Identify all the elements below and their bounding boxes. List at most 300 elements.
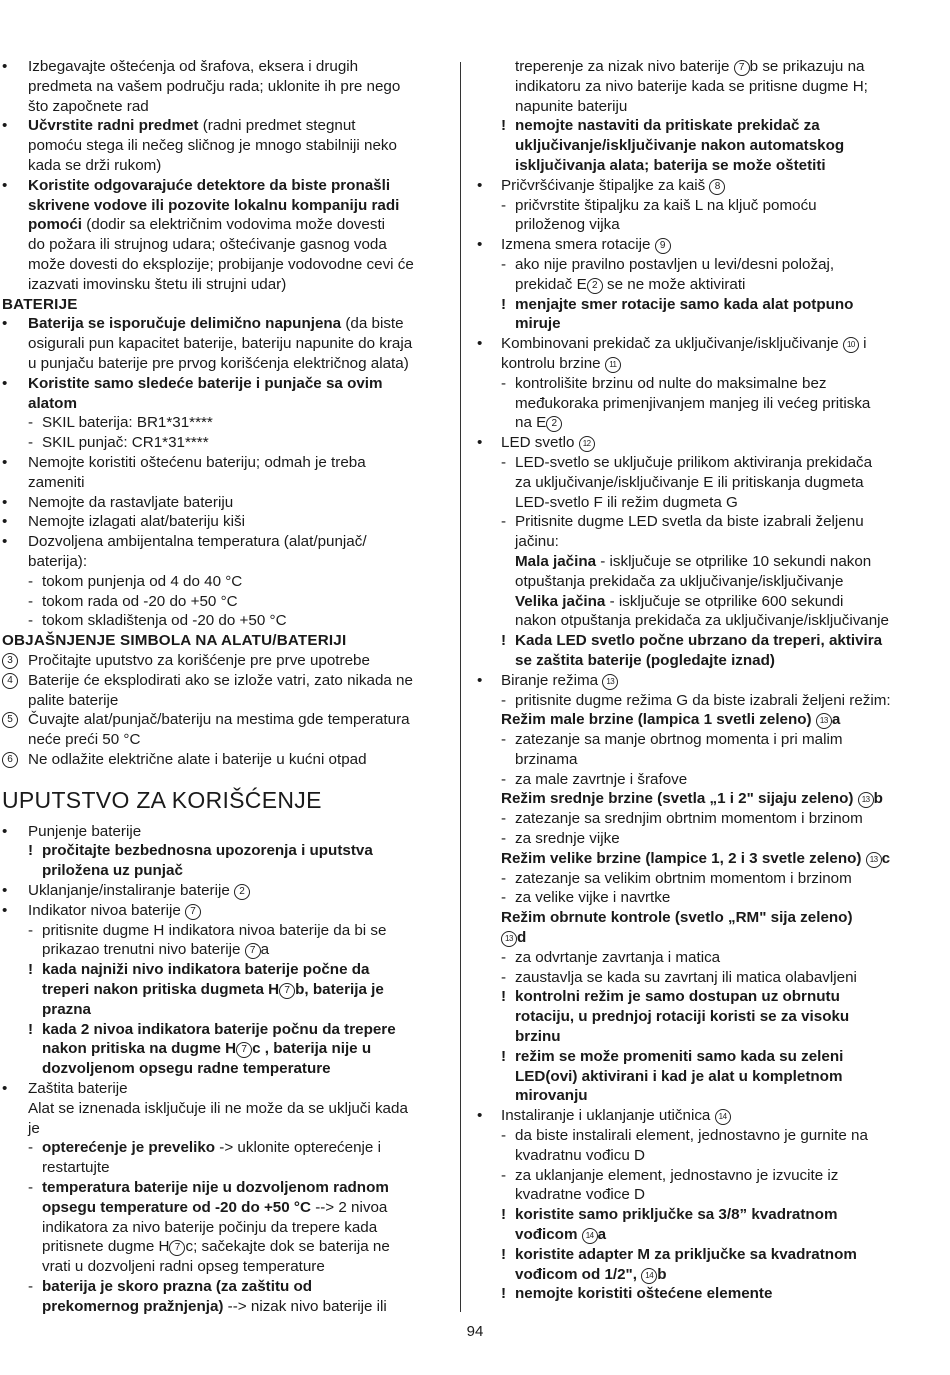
- text-run: može dovesti do eksplozije; probijanje vodovodne cevi će: [28, 255, 414, 273]
- text-run: indikatoru za nivo baterije kada se pritisne dugme H;: [515, 77, 868, 95]
- text-run: treperi nakon pritiska dugmeta H: [42, 981, 280, 999]
- text-run: Izbegavajte oštećenja od šrafova, eksera i drugih: [28, 58, 359, 75]
- text-line: [497, 651, 922, 671]
- text-run: prikazao trenutni nivo baterije: [42, 941, 245, 959]
- text-line: [0, 57, 447, 77]
- text-line: [497, 413, 922, 433]
- text-line: [477, 433, 922, 453]
- dash-marker: -: [28, 612, 34, 630]
- text-run: UPUTSTVO ZA KORIŠĆENJE: [2, 786, 322, 813]
- text-line: [0, 1297, 447, 1317]
- text-run: nemojte nastaviti da pritiskate prekidač za: [515, 117, 820, 135]
- text-line: [0, 374, 447, 394]
- text-run: (dodir sa električnim vodovima može dovesti: [82, 216, 386, 234]
- text-line: [497, 928, 922, 948]
- bullet-marker: •: [2, 315, 8, 333]
- text-line: [497, 1027, 922, 1047]
- text-line: [497, 394, 922, 414]
- text-line: [497, 1007, 922, 1027]
- text-run: indikatora za nivo baterije počinju da trepere kada: [42, 1218, 378, 1236]
- text-line: [497, 611, 922, 631]
- text-line: [497, 1047, 922, 1067]
- text-line: [0, 493, 447, 513]
- text-run: jačinu:: [515, 533, 559, 551]
- text-run: Režim velike brzine (lampice 1, 2 i 3 svetle zeleno): [501, 849, 866, 867]
- text-line: [497, 809, 922, 829]
- text-line: [0, 1178, 447, 1198]
- text-run: što započnete rad: [28, 97, 149, 115]
- text-line: [477, 1106, 922, 1126]
- text-line: [497, 789, 922, 809]
- figure-ref-marker: 6: [2, 752, 18, 768]
- bullet-marker: •: [2, 176, 8, 194]
- text-line: [497, 97, 922, 117]
- bullet-marker: •: [477, 236, 483, 254]
- figure-ref-marker: 7: [245, 943, 261, 959]
- text-line: [497, 849, 922, 869]
- dash-marker: -: [28, 1179, 34, 1197]
- text-run: prazna: [42, 1000, 91, 1018]
- text-line: [497, 829, 922, 849]
- text-run: nakon pritiska na dugme H: [42, 1040, 237, 1058]
- text-run: osigurali pun kapacitet baterije, bateriju napunite do kraja: [28, 335, 413, 353]
- text-line: [0, 1000, 447, 1020]
- text-line: [0, 881, 447, 901]
- dash-marker: -: [501, 255, 507, 273]
- text-line: [0, 750, 447, 770]
- text-line: [0, 1138, 447, 1158]
- text-line: [0, 841, 447, 861]
- dash-marker: -: [501, 869, 507, 887]
- bullet-marker: •: [2, 1080, 8, 1098]
- text-line: [0, 552, 447, 572]
- dash-marker: -: [501, 196, 507, 214]
- text-run: d: [517, 929, 527, 947]
- text-run: tokom rada od -20 do +50 °C: [42, 592, 238, 610]
- text-run: predmeta na vašem području rada; uklonite ih pre nego: [28, 77, 401, 95]
- text-run: Indikator nivoa baterije: [28, 901, 186, 919]
- text-line: [0, 1237, 447, 1257]
- text-line: [0, 691, 447, 711]
- text-run: Režim srednje brzine (svetla „1 i 2" sijaju zeleno): [501, 790, 858, 808]
- text-run: priloženog vijka: [515, 216, 620, 234]
- text-run: restartujte: [42, 1159, 110, 1177]
- text-line: [477, 235, 922, 255]
- text-line: [0, 215, 447, 235]
- text-run: Punjenje baterije: [28, 822, 142, 840]
- dash-marker: -: [501, 513, 507, 531]
- text-line: [497, 1146, 922, 1166]
- text-run: (da biste: [341, 315, 404, 333]
- bullet-marker: •: [2, 513, 8, 531]
- warning-marker: !: [501, 1245, 507, 1263]
- text-run: Pročitajte uputstvo za korišćenje pre prve upotrebe: [28, 651, 370, 669]
- figure-ref-marker: 3: [2, 653, 18, 669]
- text-line: [0, 334, 447, 354]
- text-line: [0, 136, 447, 156]
- text-line: [0, 235, 447, 255]
- bullet-marker: •: [2, 493, 8, 511]
- text-line: [0, 275, 447, 295]
- text-run: za uklanjanje element, jednostavno je izvucite iz: [515, 1166, 839, 1184]
- text-line: [497, 710, 922, 730]
- text-line: [0, 413, 447, 433]
- text-run: za odvrtanje zavrtanja i matica: [515, 948, 721, 966]
- text-run: vođicom: [515, 1226, 582, 1244]
- figure-ref-marker: 7: [185, 904, 201, 920]
- text-run: pritisnite dugme H indikatora nivoa baterije da bi se: [42, 921, 387, 939]
- text-run: Alat se iznenada isključuje ili ne može da se uključi kada: [28, 1099, 408, 1117]
- text-run: Zaštita baterije: [28, 1080, 128, 1098]
- text-run: kontrolni režim je samo dostupan uz obrnutu: [515, 988, 840, 1006]
- dash-marker: -: [501, 968, 507, 986]
- text-run: Režim male brzine (lampica 1 svetli zeleno): [501, 711, 816, 729]
- bullet-marker: •: [477, 1107, 483, 1125]
- text-run: - isključuje se otprilike 10 sekundi nakon: [596, 552, 872, 570]
- text-line: [0, 255, 447, 275]
- text-run: rotaciju, u prednjoj rotaciji koristi se za visoku: [515, 1008, 850, 1026]
- bullet-marker: •: [2, 374, 8, 392]
- text-line: [0, 1158, 447, 1178]
- text-line: [0, 1039, 447, 1059]
- figure-ref-marker: 2: [587, 278, 603, 294]
- text-line: [497, 869, 922, 889]
- text-run: opterećenje je preveliko: [42, 1139, 216, 1157]
- text-run: baterija):: [28, 552, 88, 570]
- text-run: SKIL baterija: BR1*31****: [42, 414, 213, 432]
- text-run: temperatura baterije nije u dozvoljenom radnom: [42, 1179, 389, 1197]
- text-line: [0, 822, 447, 842]
- bullet-marker: •: [477, 671, 483, 689]
- text-line: [477, 334, 922, 354]
- figure-ref-marker: 14: [582, 1228, 598, 1244]
- figure-ref-marker: 11: [605, 357, 621, 373]
- text-run: koristite samo priključke sa 3/8” kvadratnom: [515, 1206, 838, 1224]
- warning-marker: !: [501, 295, 507, 313]
- figure-ref-marker: 7: [169, 1240, 185, 1256]
- text-line: [497, 908, 922, 928]
- main-heading: [0, 786, 447, 814]
- section-heading: [0, 631, 447, 651]
- text-run: menjajte smer rotacije samo kada alat potpuno: [515, 295, 854, 313]
- dash-marker: -: [501, 453, 507, 471]
- text-run: opsegu temperature od -20 do +50 °C: [42, 1198, 311, 1216]
- bullet-marker: •: [477, 176, 483, 194]
- text-run: se zaštita baterije (pogledajte iznad): [515, 651, 775, 669]
- bullet-marker: •: [2, 822, 8, 840]
- text-run: c: [881, 849, 891, 867]
- text-run: mirovanju: [515, 1087, 588, 1105]
- text-line: [0, 1257, 447, 1277]
- text-line: [0, 394, 447, 414]
- bullet-marker: •: [2, 117, 8, 135]
- text-run: da biste instalirali element, jednostavno je gurnite na: [515, 1127, 868, 1145]
- dash-marker: -: [501, 770, 507, 788]
- text-line: [0, 651, 447, 671]
- text-run: treperenje za nizak nivo baterije: [515, 58, 734, 75]
- text-run: kada 2 nivoa indikatora baterije počnu da trepere: [42, 1020, 396, 1038]
- dash-marker: -: [28, 572, 34, 590]
- text-line: [0, 1020, 447, 1040]
- figure-ref-marker: 14: [641, 1268, 657, 1284]
- dash-marker: -: [501, 1127, 507, 1145]
- text-line: [497, 136, 922, 156]
- warning-marker: !: [501, 1047, 507, 1065]
- text-run: pritisnite dugme režima G da biste izabrali željeni režim:: [515, 691, 891, 709]
- figure-ref-marker: 7: [279, 983, 295, 999]
- text-line: [0, 116, 447, 136]
- text-run: brzinama: [515, 750, 578, 768]
- text-line: [497, 473, 922, 493]
- text-line: [0, 196, 447, 216]
- text-line: [497, 255, 922, 275]
- text-run: napunite bateriju: [515, 97, 628, 115]
- text-run: uključivanje/isključivanje nakon automatskog: [515, 137, 845, 155]
- text-line: [0, 1277, 447, 1297]
- text-line: [0, 730, 447, 750]
- text-line: [497, 1086, 922, 1106]
- text-run: zatezanje sa srednjim obrtnim momentom i brzinom: [515, 810, 863, 828]
- text-run: se ne može aktivirati: [602, 275, 746, 293]
- warning-marker: !: [501, 988, 507, 1006]
- text-line: [497, 77, 922, 97]
- text-run: a: [597, 1226, 607, 1244]
- text-run: alatom: [28, 394, 77, 412]
- text-run: za velike vijke i navrtke: [515, 889, 671, 907]
- figure-ref-marker: 13: [866, 852, 882, 868]
- text-line: [497, 116, 922, 136]
- section-heading: [0, 295, 447, 315]
- text-line: [0, 710, 447, 730]
- text-line: [497, 196, 922, 216]
- text-run: na E: [515, 414, 547, 432]
- text-line: [0, 156, 447, 176]
- text-run: c; sačekajte dok se baterija ne: [185, 1238, 390, 1256]
- text-line: [0, 1198, 447, 1218]
- figure-ref-marker: 13: [602, 674, 618, 690]
- text-run: Baterije će eksplodirati ako se izlože vatri, zato nikada ne: [28, 671, 413, 689]
- dash-marker: -: [28, 1139, 34, 1157]
- bullet-marker: •: [477, 434, 483, 452]
- figure-ref-marker: 13: [858, 792, 874, 808]
- figure-ref-marker: 12: [579, 436, 595, 452]
- text-run: OBJAŠNJENJE SIMBOLA NA ALATU/BATERIJI: [2, 632, 347, 650]
- bullet-marker: •: [2, 533, 8, 551]
- right-column: [477, 57, 922, 1304]
- text-line: [0, 921, 447, 941]
- bullet-marker: •: [2, 901, 8, 919]
- text-line: [0, 433, 447, 453]
- text-run: Nemojte izlagati alat/bateriju kiši: [28, 513, 245, 531]
- text-run: Izmena smera rotacije: [501, 236, 655, 254]
- warning-marker: !: [28, 1020, 34, 1038]
- text-run: prekidač E: [515, 275, 587, 293]
- text-line: [497, 354, 922, 374]
- figure-ref-marker: 2: [546, 416, 562, 432]
- text-run: Baterija se isporučuje delimično napunjena: [28, 315, 342, 333]
- text-line: [0, 354, 447, 374]
- text-run: Učvrstite radni predmet: [28, 117, 199, 135]
- text-run: tokom skladištenja od -20 do +50 °C: [42, 612, 287, 630]
- text-run: priložena uz punjač: [42, 862, 183, 880]
- text-line: [497, 968, 922, 988]
- text-run: zaustavlja se kada su zavrtanj ili matica olabavljeni: [515, 968, 857, 986]
- dash-marker: -: [501, 948, 507, 966]
- text-run: režim se može promeniti samo kada su zeleni: [515, 1047, 844, 1065]
- text-run: kontrolu brzine: [501, 354, 605, 372]
- bullet-marker: •: [477, 335, 483, 353]
- dash-marker: -: [28, 921, 34, 939]
- text-line: [477, 176, 922, 196]
- text-line: [0, 97, 447, 117]
- text-run: kvadratne vođice D: [515, 1186, 646, 1204]
- text-run: izazvati imovinsku štetu ili strujni udar): [28, 275, 287, 293]
- dash-marker: -: [28, 592, 34, 610]
- text-line: [0, 611, 447, 631]
- text-line: [497, 1067, 922, 1087]
- text-line: [0, 314, 447, 334]
- text-run: Kada LED svetlo počne ubrzano da treperi, aktivira: [515, 632, 883, 650]
- text-line: [0, 861, 447, 881]
- text-line: [497, 1166, 922, 1186]
- text-line: [497, 1245, 922, 1265]
- text-run: pročitajte bezbednosna upozorenja i uputstva: [42, 842, 373, 860]
- text-run: c , baterija nije u: [252, 1040, 372, 1058]
- figure-ref-marker: 4: [2, 673, 18, 689]
- text-line: [0, 572, 447, 592]
- text-run: neće preći 50 °C: [28, 731, 141, 749]
- text-line: [0, 901, 447, 921]
- text-line: [497, 275, 922, 295]
- figure-ref-marker: 9: [655, 238, 671, 254]
- text-run: b se prikazuju na: [749, 58, 865, 75]
- figure-ref-marker: 7: [734, 60, 750, 76]
- text-run: --> 2 nivoa: [310, 1198, 388, 1216]
- text-run: SKIL punjač: CR1*31****: [42, 434, 209, 452]
- text-run: b: [657, 1265, 667, 1283]
- text-run: Uklanjanje/instaliranje baterije: [28, 882, 234, 900]
- text-run: Režim obrnute kontrole (svetlo „RM" sija zeleno): [501, 909, 853, 927]
- text-run: LED(ovi) aktivirani i kad je alat u kompletnom: [515, 1067, 843, 1085]
- warning-marker: !: [501, 632, 507, 650]
- text-run: Dozvoljena ambijentalna temperatura (alat/punjač/: [28, 533, 367, 551]
- text-run: LED-svetlo se uključuje prilikom aktiviranja prekidača: [515, 453, 873, 471]
- text-line: [497, 532, 922, 552]
- dash-marker: -: [501, 374, 507, 392]
- text-line: [497, 1185, 922, 1205]
- text-line: [497, 374, 922, 394]
- text-line: [497, 453, 922, 473]
- text-run: b: [873, 790, 883, 808]
- text-run: (radni predmet stegnut: [198, 117, 356, 135]
- text-line: [497, 1205, 922, 1225]
- text-run: dozvoljenom opsegu radne temperature: [42, 1060, 331, 1078]
- text-line: [497, 493, 922, 513]
- bullet-marker: •: [2, 882, 8, 900]
- text-line: [497, 314, 922, 334]
- left-column: [0, 57, 447, 1317]
- text-run: vođicom od 1/2",: [515, 1265, 642, 1283]
- text-run: BATERIJE: [2, 295, 78, 313]
- text-line: [497, 552, 922, 572]
- text-line: [0, 960, 447, 980]
- text-line: [0, 512, 447, 532]
- text-line: [497, 1225, 922, 1245]
- text-line: [0, 940, 447, 960]
- text-line: [497, 1284, 922, 1304]
- dash-marker: -: [28, 434, 34, 452]
- warning-marker: !: [28, 961, 34, 979]
- figure-ref-marker: 7: [236, 1042, 252, 1058]
- dash-marker: -: [28, 414, 34, 432]
- text-run: nakon otpuštanja prekidača za uključivanje/isključivanje: [515, 612, 889, 630]
- dash-marker: -: [501, 889, 507, 907]
- text-line: [0, 1059, 447, 1079]
- text-run: zatezanje sa manje obrtnog momenta i pri malim: [515, 731, 843, 749]
- text-run: Pričvršćivanje štipaljke za kaiš: [501, 176, 710, 194]
- text-run: LED-svetlo F ili režim dugmeta G: [515, 493, 738, 511]
- warning-marker: !: [501, 117, 507, 135]
- text-line: [497, 948, 922, 968]
- text-run: tokom punjenja od 4 do 40 °C: [42, 572, 243, 590]
- text-run: kada najniži nivo indikatora baterije počne da: [42, 961, 370, 979]
- text-run: pomoću stega ili nečeg sličnog je mnogo stabilniji neko: [28, 137, 397, 155]
- text-run: do požara ili strujnog udara; oštećivanje gasnog voda: [28, 236, 387, 254]
- text-run: b, baterija je: [295, 981, 384, 999]
- bullet-marker: •: [2, 58, 8, 75]
- page-number: 94: [466, 1323, 484, 1340]
- text-run: kada se drži rukom): [28, 156, 162, 174]
- text-run: Nemojte da rastavljate bateriju: [28, 493, 234, 511]
- text-line: [0, 176, 447, 196]
- warning-marker: !: [501, 1206, 507, 1224]
- text-run: prekomernog pražnjenja): [42, 1297, 224, 1315]
- text-line: [497, 215, 922, 235]
- text-run: a: [260, 941, 270, 959]
- text-run: LED svetlo: [501, 434, 579, 452]
- text-run: vrati u dozvoljeni radni opseg temperature: [42, 1258, 325, 1276]
- text-line: [0, 980, 447, 1000]
- text-run: Mala jačina: [515, 552, 597, 570]
- column-divider: [460, 62, 461, 1312]
- figure-ref-marker: 10: [843, 337, 859, 353]
- figure-ref-marker: 14: [715, 1109, 731, 1125]
- text-run: Instaliranje i uklanjanje utičnica: [501, 1107, 715, 1125]
- text-run: baterija je skoro prazna (za zaštitu od: [42, 1278, 313, 1296]
- text-line: [497, 295, 922, 315]
- text-run: skrivene vodove ili pozovite lokalnu kompaniju radi: [28, 196, 400, 214]
- text-run: koristite adapter M za priključke sa kvadratnom: [515, 1245, 857, 1263]
- text-line: [0, 473, 447, 493]
- text-run: pričvrstite štipaljku za kaiš L na ključ pomoću: [515, 196, 817, 214]
- text-run: Kombinovani prekidač za uključivanje/isključivanje: [501, 335, 843, 353]
- text-run: a: [831, 711, 841, 729]
- text-run: za srednje vijke: [515, 830, 620, 848]
- text-run: Ne odlažite električne alate i baterije u kućni otpad: [28, 750, 367, 768]
- figure-ref-marker: 5: [2, 712, 18, 728]
- text-run: Koristite samo sledeće baterije i punjače sa ovim: [28, 374, 383, 392]
- text-run: Velika jačina: [515, 592, 606, 610]
- text-line: [497, 631, 922, 651]
- text-run: pomoći: [28, 216, 83, 234]
- text-run: -> uklonite opterećenje i: [215, 1139, 381, 1157]
- text-line: [0, 77, 447, 97]
- dash-marker: -: [28, 1278, 34, 1296]
- text-run: u punjaču baterije pre prvog korišćenja električnog alata): [28, 354, 409, 372]
- text-run: miruje: [515, 315, 561, 333]
- text-line: [497, 987, 922, 1007]
- text-run: otpuštanja prekidača za uključivanje/isključivanje: [515, 572, 844, 590]
